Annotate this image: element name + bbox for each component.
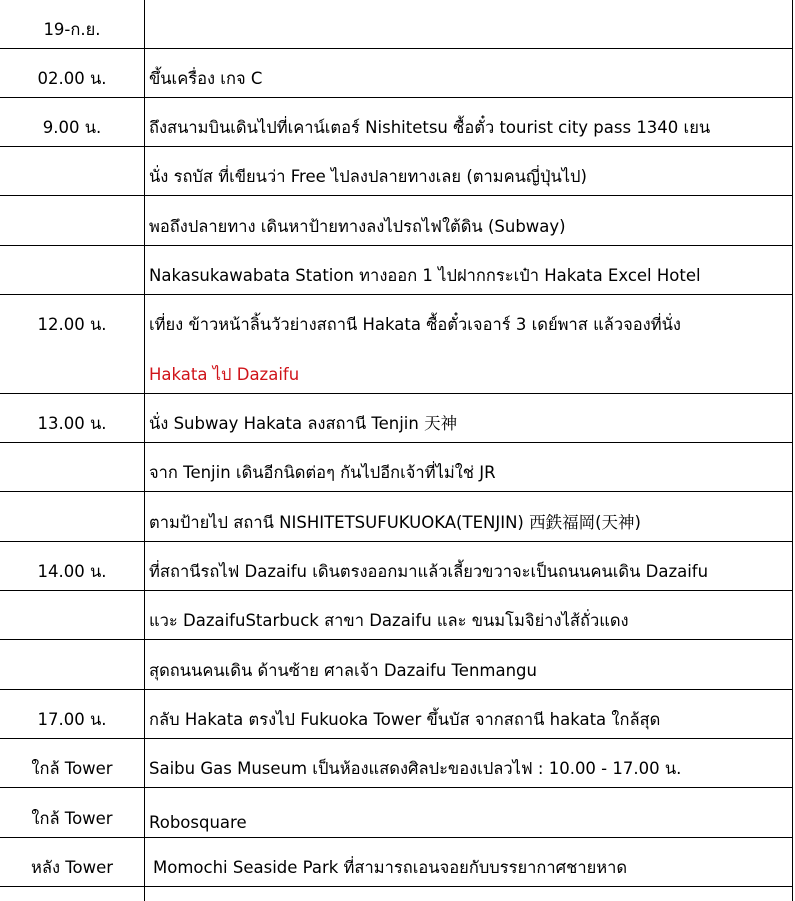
table-row [0,394,795,443]
description-cell: Momochi Seaside Park ที่สามารถเอนจอยกับบรรยากาศชายหาด [153,858,628,877]
table-row [0,0,795,49]
time-cell: 14.00 น. [37,562,107,581]
table-row [0,98,795,147]
table-row [0,246,795,295]
time-cell: 19-ก.ย. [43,20,101,39]
description-cell: เที่ยง ข้าวหน้าลิ้นวัวย่างสถานี Hakata ซื้อตั๋วเจอาร์ 3 เดย์พาส แล้วจองที่นั่ง [149,315,681,334]
description-cell: ขึ้นเครื่อง เกจ C [149,69,263,88]
description-cell: แวะ DazaifuStarbuck สาขา Dazaifu และ ขนมโมจิย่างไส้ถั่วแดง [149,611,629,630]
description-cell: นั่ง Subway Hakata ลงสถานี Tenjin 天神 [149,414,458,433]
right-border [792,0,793,901]
description-cell: Saibu Gas Museum เป็นห้องแสดงศิลปะของเปลวไฟ : 10.00 - 17.00 น. [149,759,682,778]
table-row [0,838,795,887]
description-cell: พอถึงปลายทาง เดินหาป้ายทางลงไปรถไฟใต้ดิน (Subway) [149,217,566,236]
description-cell: กลับ Hakata ตรงไป Fukuoka Tower ขึ้นบัส จากสถานี hakata ใกล้สุด [149,710,661,729]
table-row [0,690,795,739]
table-row [0,591,795,640]
table-row [0,789,795,838]
time-cell: 13.00 น. [37,414,107,433]
table-row [0,147,795,196]
time-cell: 17.00 น. [37,710,107,729]
time-cell: 12.00 น. [37,315,107,334]
description-cell: นั่ง รถบัส ที่เขียนว่า Free ไปลงปลายทางเลย (ตามคนญี่ปุ่นไป) [149,167,587,186]
description-cell: จาก Tenjin เดินอีกนิดต่อๆ กันไปอีกเจ้าที่ไม่ใช่ JR [149,463,496,482]
time-cell: ใกล้ Tower [31,809,113,828]
column-divider [144,0,145,901]
table-row [0,493,795,542]
time-cell: 02.00 น. [37,69,107,88]
time-cell: 9.00 น. [42,118,102,137]
table-row [0,542,795,591]
table-row [0,345,795,394]
description-cell: สุดถนนคนเดิน ด้านซ้าย ศาลเจ้า Dazaifu Tenmangu [149,661,537,680]
description-cell: ถึงสนามบินเดินไปที่เคาน์เตอร์ Nishitetsu ซื้อตั๋ว tourist city pass 1340 เยน [149,118,711,137]
description-cell-highlighted: Hakata ไป Dazaifu [149,365,300,384]
table-row [0,197,795,246]
time-cell: ใกล้ Tower [31,759,113,778]
table-row [0,739,795,788]
time-cell: หลัง Tower [30,858,114,877]
description-cell: Nakasukawabata Station ทางออก 1 ไปฝากกระเป๋า Hakata Excel Hotel [149,266,701,285]
description-cell: ตามป้ายไป สถานี NISHITETSUFUKUOKA(TENJIN) 西鉄福岡(天神) [149,513,641,532]
table-row [0,295,795,344]
table-row [0,443,795,492]
description-cell: ที่สถานีรถไฟ Dazaifu เดินตรงออกมาแล้วเลี้ยวขวาจะเป็นถนนคนเดิน Dazaifu [149,562,709,581]
table-row [0,641,795,690]
table-row [0,49,795,98]
description-cell: Robosquare [149,813,247,832]
